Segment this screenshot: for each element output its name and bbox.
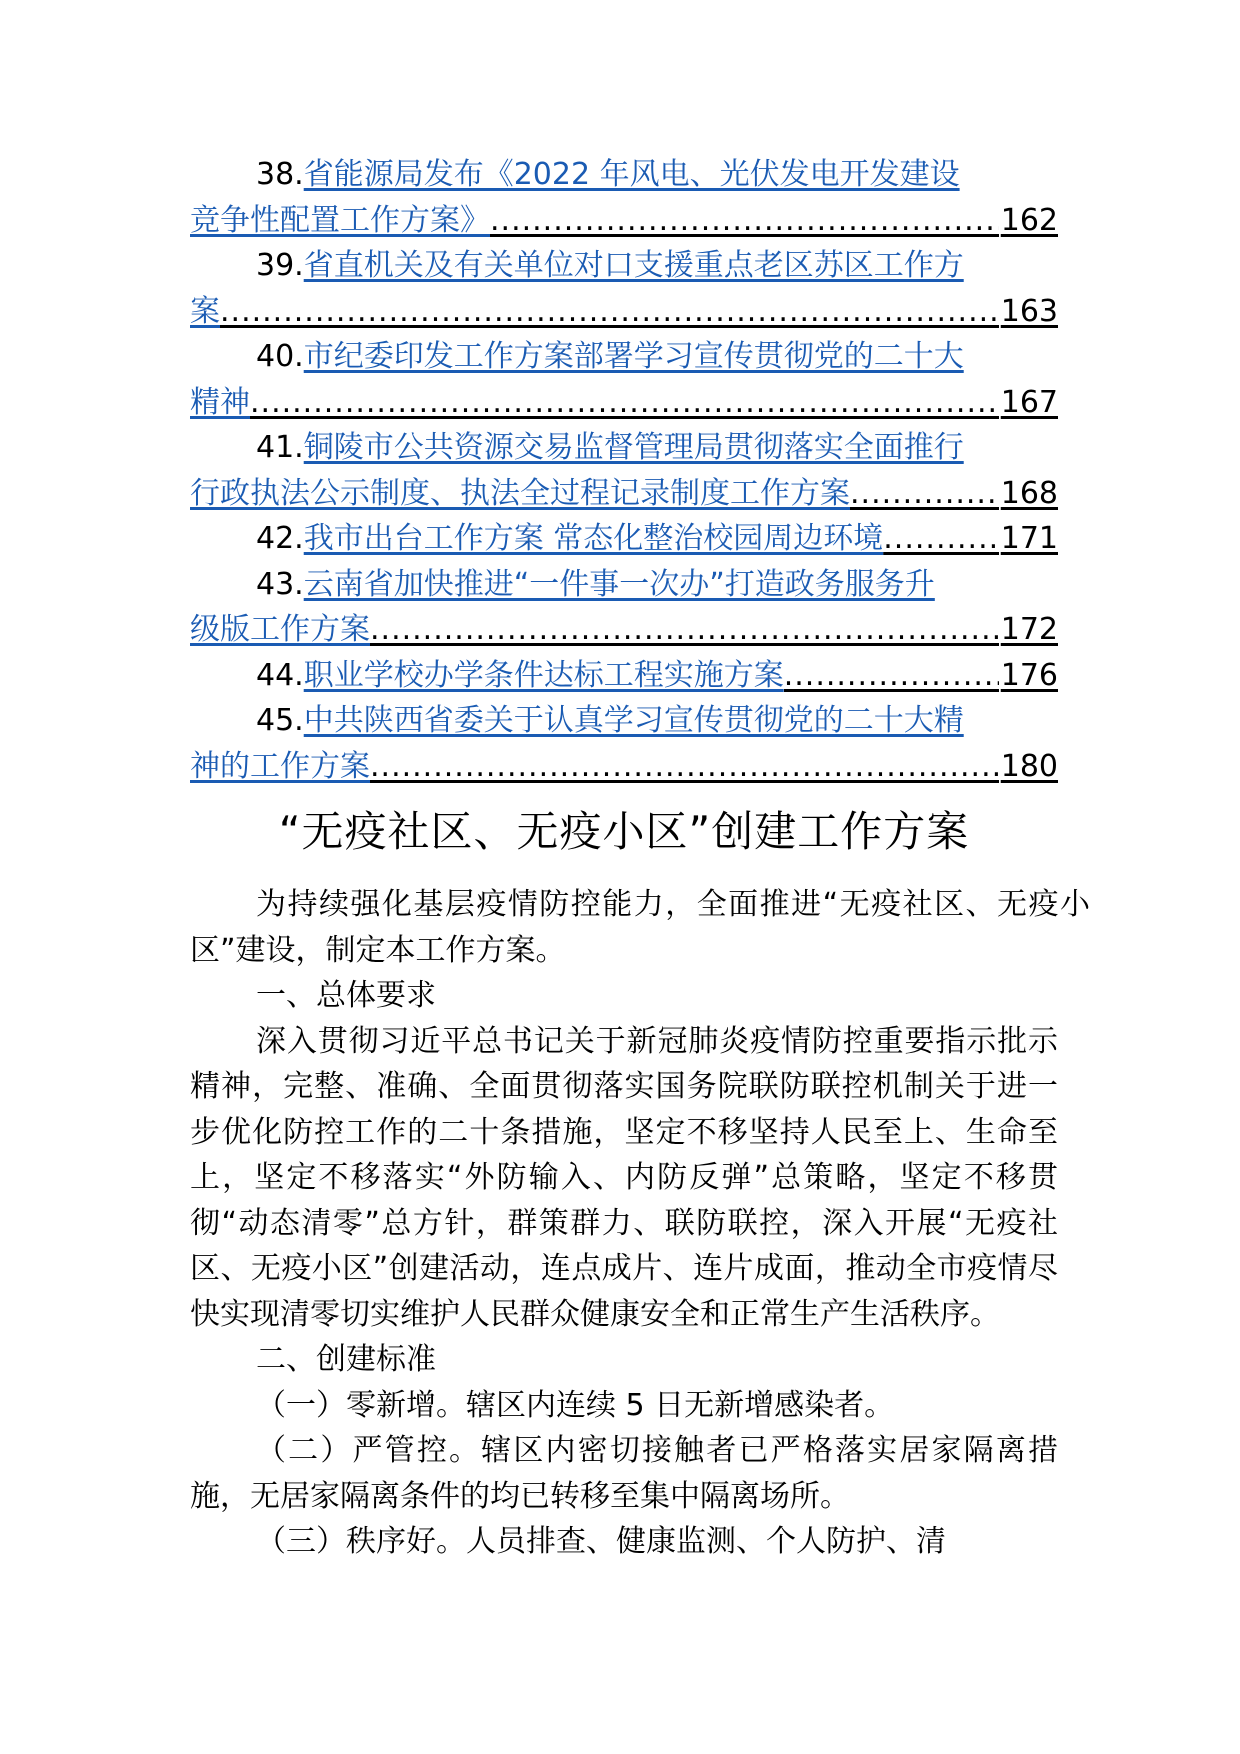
toc-leader-dots xyxy=(850,471,999,517)
toc-link[interactable]: 精神 xyxy=(190,384,250,420)
toc-link[interactable]: 我市出台工作方案 常态化整治校园周边环境 xyxy=(303,521,884,556)
toc-link[interactable]: 市纪委印发工作方案部署学习宣传贯彻党的二十大 xyxy=(303,339,964,374)
toc-link[interactable]: 铜陵市公共资源交易监督管理局贯彻落实全面推行 xyxy=(303,430,964,465)
toc-number: 44. xyxy=(256,657,304,693)
table-of-contents xyxy=(190,152,1058,789)
toc-entry[interactable] xyxy=(190,334,1058,425)
toc-page-number[interactable]: 171 xyxy=(1000,521,1058,556)
standard-item: （二）严管控。辖区内密切接触者已严格落实居家隔离措施，无居家隔离条件的均已转移至集中隔离场所。 xyxy=(190,1433,1058,1514)
toc-page-number[interactable]: 172 xyxy=(1000,612,1058,647)
toc-leader-dots xyxy=(370,607,999,653)
toc-leader-dots xyxy=(883,516,998,562)
toc-number: 45. xyxy=(256,703,304,738)
toc-number: 41. xyxy=(256,430,304,465)
toc-leader-dots xyxy=(784,653,999,699)
toc-link[interactable]: 神的工作方案 xyxy=(190,748,370,784)
toc-entry[interactable] xyxy=(190,425,1058,516)
toc-entry[interactable] xyxy=(190,562,1058,653)
toc-page-number[interactable]: 167 xyxy=(1000,384,1058,420)
toc-link[interactable]: 竞争性配置工作方案》 xyxy=(190,202,490,238)
section-heading: 二、创建标准 xyxy=(256,1342,436,1377)
toc-link[interactable]: 级版工作方案 xyxy=(190,612,370,647)
standard-item: （三）秩序好。人员排查、健康监测、个人防护、清 xyxy=(256,1524,946,1559)
toc-link[interactable]: 案 xyxy=(190,293,220,329)
toc-link[interactable]: 省直机关及有关单位对口支援重点老区苏区工作方 xyxy=(303,248,964,283)
toc-page-number[interactable]: 176 xyxy=(1000,657,1058,693)
toc-link[interactable]: 云南省加快推进“一件事一次办”打造政务服务升 xyxy=(303,566,935,602)
section-paragraph: 深入贯彻习近平总书记关于新冠肺炎疫情防控重要指示批示精神，完整、准确、全面贯彻落实国务院联防联控机制关于进一步优化防控工作的二十条措施，坚定不移坚持人民至上、生命至上，坚定不移落实“外防输入、内防反弹”总策略，坚定不移贯彻“动态清零”总方针，群策群力、联防联控，深入开展“无疫社区、无疫小区”创建活动，连点成片、连片成面，推动全市疫情尽快实现清零切实维护人民群众健康安全和正常生产生活秩序。 xyxy=(190,1023,1058,1332)
toc-link[interactable]: 行政执法公示制度、执法全过程记录制度工作方案 xyxy=(190,475,850,511)
toc-leader-dots xyxy=(250,380,999,426)
toc-entry[interactable] xyxy=(190,516,1058,562)
toc-leader-dots xyxy=(490,198,999,244)
toc-number: 40. xyxy=(256,339,304,374)
toc-number: 38. xyxy=(256,157,304,192)
toc-number: 39. xyxy=(256,248,304,283)
toc-page-number[interactable]: 162 xyxy=(1000,202,1058,238)
section-heading: 一、总体要求 xyxy=(256,978,436,1013)
toc-leader-dots xyxy=(370,744,999,790)
toc-leader-dots xyxy=(220,289,999,335)
document-title: “无疫社区、无疫小区”创建工作方案 xyxy=(278,807,970,856)
standard-item: （一）零新增。辖区内连续 5 日无新增感染者。 xyxy=(256,1387,895,1423)
toc-entry[interactable] xyxy=(190,243,1058,334)
toc-page-number[interactable]: 163 xyxy=(1000,293,1058,329)
document-body xyxy=(190,882,1090,1565)
toc-number: 43. xyxy=(256,566,304,602)
toc-link[interactable]: 省能源局发布《2022 年风电、光伏发电开发建设 xyxy=(303,157,960,192)
toc-entry[interactable] xyxy=(190,653,1058,699)
toc-entry[interactable] xyxy=(190,152,1058,243)
toc-page-number[interactable]: 180 xyxy=(1000,748,1058,784)
toc-link[interactable]: 中共陕西省委关于认真学习宣传贯彻党的二十大精 xyxy=(303,703,964,738)
intro-paragraph: 为持续强化基层疫情防控能力，全面推进“无疫社区、无疫小区”建设，制定本工作方案。 xyxy=(190,887,1090,968)
toc-number: 42. xyxy=(256,521,304,556)
toc-link[interactable]: 职业学校办学条件达标工程实施方案 xyxy=(303,657,784,693)
toc-entry[interactable] xyxy=(190,698,1058,789)
toc-page-number[interactable]: 168 xyxy=(1000,475,1058,511)
